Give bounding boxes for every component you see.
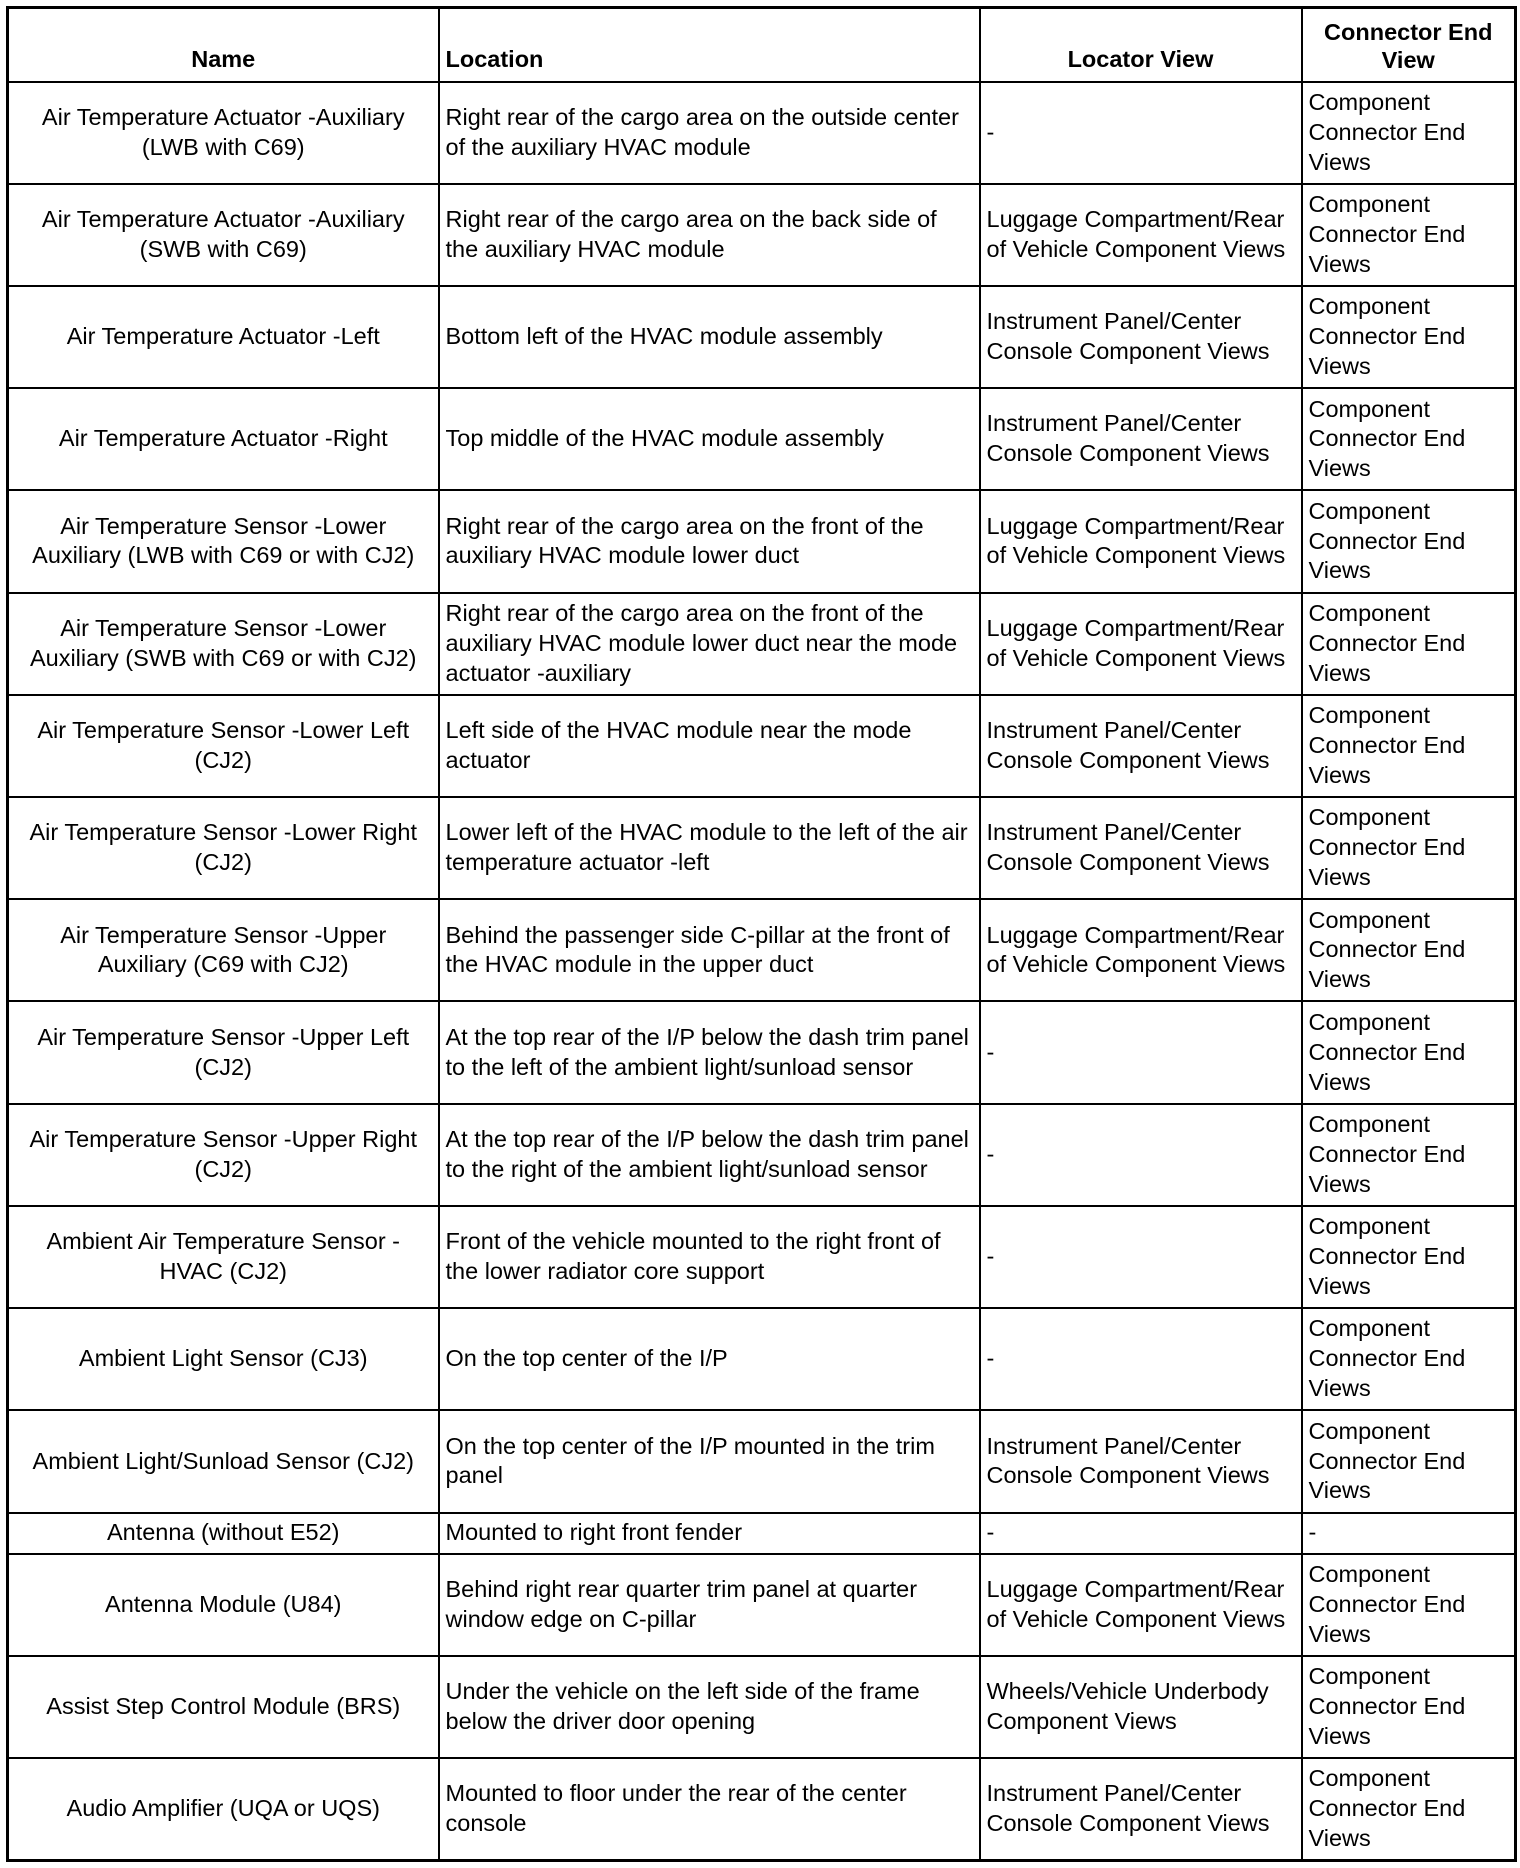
cell-connector-end-view: Component Connector End Views [1302,388,1516,490]
cell-location: Front of the vehicle mounted to the right front of the lower radiator core support [439,1206,980,1308]
cell-locator-view: - [980,1104,1302,1206]
cell-locator-view: - [980,1308,1302,1410]
cell-location: On the top center of the I/P mounted in the trim panel [439,1410,980,1512]
table-row [8,1554,1516,1656]
cell-location: Behind the passenger side C-pillar at the front of the HVAC module in the upper duct [439,899,980,1001]
table-row [8,1410,1516,1512]
cell-connector-end-view: - [1302,1513,1516,1554]
cell-locator-view: Luggage Compartment/Rear of Vehicle Component Views [980,593,1302,695]
cell-locator-view: Luggage Compartment/Rear of Vehicle Component Views [980,184,1302,286]
cell-name: Air Temperature Actuator -Auxiliary (LWB with C69) [8,82,439,184]
cell-locator-view: Instrument Panel/Center Console Component Views [980,797,1302,899]
component-locator-table [6,6,1517,1862]
cell-locator-view: Instrument Panel/Center Console Component Views [980,286,1302,388]
table-row [8,695,1516,797]
cell-name: Audio Amplifier (UQA or UQS) [8,1758,439,1860]
cell-location: At the top rear of the I/P below the dash trim panel to the right of the ambient light/sunload sensor [439,1104,980,1206]
cell-name: Ambient Light/Sunload Sensor (CJ2) [8,1410,439,1512]
cell-location: Right rear of the cargo area on the front of the auxiliary HVAC module lower duct [439,490,980,592]
cell-name: Air Temperature Actuator -Left [8,286,439,388]
cell-location: Left side of the HVAC module near the mode actuator [439,695,980,797]
cell-locator-view: Instrument Panel/Center Console Component Views [980,388,1302,490]
cell-locator-view: - [980,1513,1302,1554]
cell-name: Antenna Module (U84) [8,1554,439,1656]
cell-connector-end-view: Component Connector End Views [1302,1410,1516,1512]
cell-locator-view: Luggage Compartment/Rear of Vehicle Component Views [980,899,1302,1001]
cell-locator-view: - [980,1001,1302,1103]
cell-location: Behind right rear quarter trim panel at quarter window edge on C-pillar [439,1554,980,1656]
cell-name: Air Temperature Sensor -Upper Auxiliary (C69 with CJ2) [8,899,439,1001]
cell-locator-view: Instrument Panel/Center Console Component Views [980,1410,1302,1512]
cell-name: Antenna (without E52) [8,1513,439,1554]
cell-locator-view: Luggage Compartment/Rear of Vehicle Component Views [980,1554,1302,1656]
cell-connector-end-view: Component Connector End Views [1302,286,1516,388]
cell-connector-end-view: Component Connector End Views [1302,899,1516,1001]
cell-connector-end-view: Component Connector End Views [1302,1758,1516,1860]
table-row [8,1104,1516,1206]
cell-connector-end-view: Component Connector End Views [1302,797,1516,899]
cell-location: Lower left of the HVAC module to the left of the air temperature actuator -left [439,797,980,899]
cell-location: Mounted to floor under the rear of the center console [439,1758,980,1860]
table-row [8,184,1516,286]
table-row [8,593,1516,695]
header-location: Location [439,8,980,82]
cell-connector-end-view: Component Connector End Views [1302,1308,1516,1410]
cell-name: Assist Step Control Module (BRS) [8,1656,439,1758]
cell-connector-end-view: Component Connector End Views [1302,695,1516,797]
cell-locator-view: Instrument Panel/Center Console Component Views [980,695,1302,797]
cell-connector-end-view: Component Connector End Views [1302,1001,1516,1103]
header-locator-view: Locator View [980,8,1302,82]
table-row [8,1513,1516,1554]
cell-location: Bottom left of the HVAC module assembly [439,286,980,388]
cell-name: Air Temperature Sensor -Lower Right (CJ2) [8,797,439,899]
cell-name: Air Temperature Sensor -Lower Auxiliary (SWB with C69 or with CJ2) [8,593,439,695]
component-locator-table-container [6,6,1514,1862]
table-row [8,286,1516,388]
cell-locator-view: - [980,82,1302,184]
header-name: Name [8,8,439,82]
cell-location: At the top rear of the I/P below the dash trim panel to the left of the ambient light/sunload sensor [439,1001,980,1103]
table-row [8,1758,1516,1860]
cell-locator-view: - [980,1206,1302,1308]
cell-location: Right rear of the cargo area on the outside center of the auxiliary HVAC module [439,82,980,184]
table-row [8,1656,1516,1758]
cell-locator-view: Instrument Panel/Center Console Component Views [980,1758,1302,1860]
header-connector-end-view: Connector End View [1302,8,1516,82]
cell-location: Right rear of the cargo area on the back side of the auxiliary HVAC module [439,184,980,286]
table-row [8,388,1516,490]
cell-connector-end-view: Component Connector End Views [1302,1656,1516,1758]
cell-name: Air Temperature Sensor -Upper Right (CJ2) [8,1104,439,1206]
table-row [8,1308,1516,1410]
cell-name: Air Temperature Actuator -Auxiliary (SWB with C69) [8,184,439,286]
table-row [8,1206,1516,1308]
cell-name: Air Temperature Sensor -Upper Left (CJ2) [8,1001,439,1103]
cell-connector-end-view: Component Connector End Views [1302,1554,1516,1656]
table-row [8,899,1516,1001]
table-header-row [8,8,1516,82]
cell-connector-end-view: Component Connector End Views [1302,593,1516,695]
table-row [8,490,1516,592]
table-row [8,1001,1516,1103]
cell-location: Right rear of the cargo area on the front of the auxiliary HVAC module lower duct near the mode actuator -auxiliary [439,593,980,695]
cell-connector-end-view: Component Connector End Views [1302,1104,1516,1206]
cell-name: Air Temperature Sensor -Lower Left (CJ2) [8,695,439,797]
cell-name: Ambient Air Temperature Sensor -HVAC (CJ2) [8,1206,439,1308]
table-row [8,82,1516,184]
cell-connector-end-view: Component Connector End Views [1302,490,1516,592]
cell-name: Ambient Light Sensor (CJ3) [8,1308,439,1410]
cell-location: Under the vehicle on the left side of the frame below the driver door opening [439,1656,980,1758]
cell-name: Air Temperature Sensor -Lower Auxiliary (LWB with C69 or with CJ2) [8,490,439,592]
cell-location: Top middle of the HVAC module assembly [439,388,980,490]
cell-connector-end-view: Component Connector End Views [1302,184,1516,286]
table-row [8,797,1516,899]
cell-connector-end-view: Component Connector End Views [1302,82,1516,184]
cell-name: Air Temperature Actuator -Right [8,388,439,490]
cell-location: On the top center of the I/P [439,1308,980,1410]
cell-locator-view: Luggage Compartment/Rear of Vehicle Component Views [980,490,1302,592]
cell-locator-view: Wheels/Vehicle Underbody Component Views [980,1656,1302,1758]
cell-connector-end-view: Component Connector End Views [1302,1206,1516,1308]
cell-location: Mounted to right front fender [439,1513,980,1554]
